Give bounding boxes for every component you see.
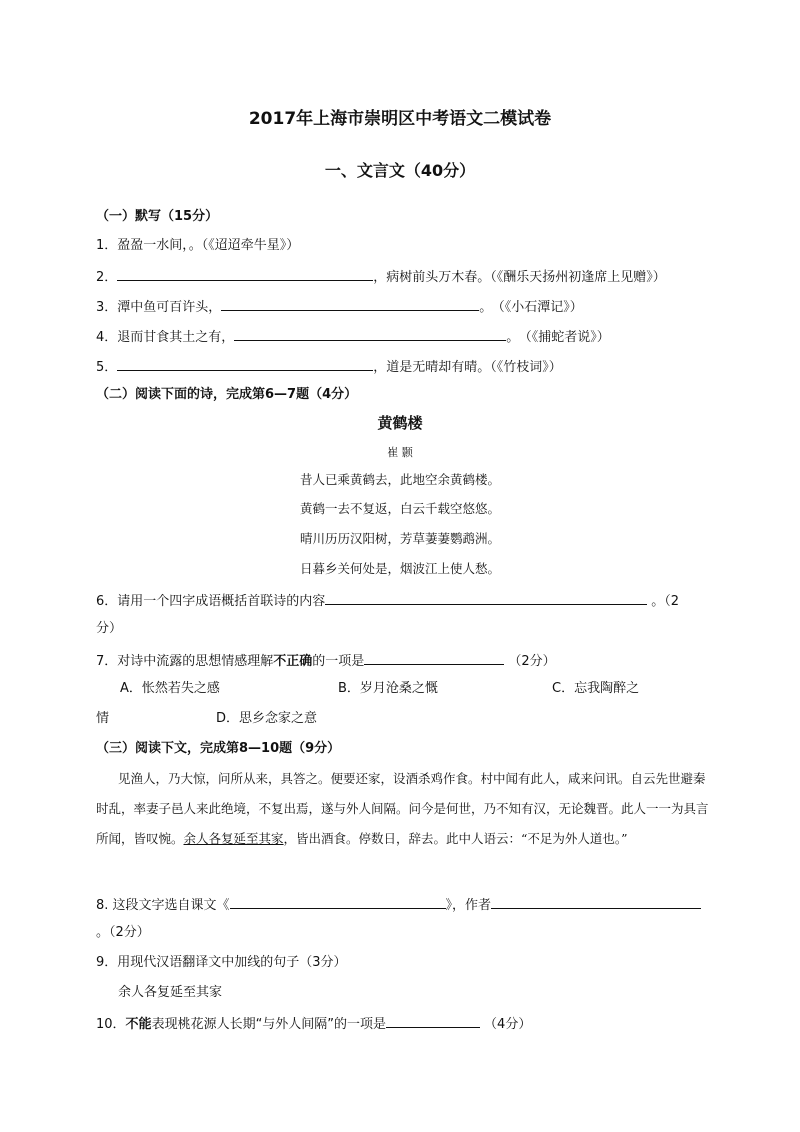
question-5-text: ，道是无晴却有晴。 <box>373 360 491 375</box>
answer-blank[interactable] <box>386 1013 480 1028</box>
option-d[interactable]: D．思乡念家之意 <box>216 711 318 726</box>
question-6-score-wrap: 分） <box>96 621 123 636</box>
question-7 <box>96 650 556 671</box>
poem-line: 晴川历历汉阳树，芳草萋萋鹦鹉洲。 <box>299 531 500 546</box>
question-2-number: 2． <box>96 270 118 285</box>
poem-line: 日暮乡关何处是，烟波江上使人愁。 <box>299 561 500 576</box>
question-3-end: 。 <box>479 300 493 315</box>
passage-underlined-sentence: 余人各复延至其家 <box>183 831 284 846</box>
poem-line: 黄鹤一去不复返，白云千载空悠悠。 <box>299 501 500 516</box>
question-10-emphasis: 不能 <box>125 1017 152 1032</box>
question-4 <box>96 326 610 347</box>
passage-text <box>96 764 716 854</box>
exam-title: 2017年上海市崇明区中考语文二模试卷 <box>248 109 552 129</box>
question-7-text: 7．对诗中流露的思想情感理解 <box>96 654 274 669</box>
answer-blank[interactable] <box>364 650 504 665</box>
answer-blank[interactable] <box>491 894 701 909</box>
question-7-emphasis: 不正确 <box>273 654 313 669</box>
question-1 <box>96 237 299 255</box>
question-10-number: 10． <box>96 1017 126 1032</box>
question-10-score: （4分） <box>484 1017 532 1032</box>
question-8 <box>96 894 701 915</box>
poem-author: 崔 颢 <box>387 446 413 459</box>
part2-heading: （二）阅读下面的诗，完成第6—7题（4分） <box>96 387 358 402</box>
passage-part-1: 见渔人，乃大惊，问所从来，具答之。便要还家，设酒杀鸡作食。村中闻有此人，咸来问讯。自云先世避秦时乱，率妻子邑人来此绝境，不复出焉，遂与外人间隔。问今是何世，乃不知有汉，无论魏晋。此人一一为具言所闻，皆叹惋。 <box>96 771 709 846</box>
question-2-source: （《酬乐天扬州初逢席上见赠》） <box>490 270 666 285</box>
question-6 <box>96 590 679 611</box>
question-3-source: （《小石潭记》） <box>498 300 583 315</box>
question-3 <box>96 296 583 317</box>
question-8-score: 。（2分） <box>96 925 150 940</box>
answer-blank[interactable] <box>234 326 506 341</box>
passage-part-2: ，皆出酒食。停数日，辞去。此中人语云：“不足为外人道也。” <box>283 831 628 846</box>
answer-blank[interactable] <box>117 266 373 281</box>
question-1-source: （《迢迢牵牛星》） <box>201 238 300 253</box>
answer-blank[interactable] <box>221 296 479 311</box>
question-10-text: 表现桃花源人长期“与外人间隔”的一项是 <box>151 1017 387 1032</box>
option-b[interactable]: B．岁月沧桑之慨 <box>338 681 438 696</box>
part1-heading: （一）默写（15分） <box>96 209 219 224</box>
question-4-end: 。 <box>506 330 520 345</box>
option-a[interactable]: A．怅然若失之感 <box>120 681 220 696</box>
question-7-score: （2分） <box>508 654 556 669</box>
question-5-number: 5． <box>96 360 118 375</box>
poem-line: 昔人已乘黄鹤去，此地空余黄鹤楼。 <box>299 472 500 487</box>
question-6-text: 6．请用一个四字成语概括首联诗的内容 <box>96 594 326 609</box>
option-c-wrap: 情 <box>96 711 110 726</box>
question-8-author-label: 》，作者 <box>445 898 492 913</box>
question-2 <box>96 266 666 287</box>
answer-blank[interactable] <box>230 894 446 909</box>
question-6-score: 。（2 <box>651 594 680 609</box>
question-9-sentence: 余人各复延至其家 <box>118 985 223 1000</box>
question-3-text: 3．潭中鱼可百许头， <box>96 300 222 315</box>
section-heading-classical-chinese: 一、文言文（40分） <box>324 161 476 180</box>
question-4-text: 4．退而甘食其土之有， <box>96 330 235 345</box>
question-5 <box>96 356 562 377</box>
answer-blank[interactable] <box>325 590 647 605</box>
poem-title: 黄鹤楼 <box>377 414 423 432</box>
question-4-source: （《捕蛇者说》） <box>525 330 610 345</box>
answer-blank[interactable] <box>117 356 373 371</box>
question-9: 9．用现代汉语翻译文中加线的句子（3分） <box>96 955 347 970</box>
part3-heading: （三）阅读下文，完成第8—10题（9分） <box>96 741 341 756</box>
question-1-text: 1．盈盈一水间，。 <box>96 238 202 253</box>
question-10 <box>96 1013 531 1034</box>
question-5-source: （《竹枝词》） <box>490 360 562 375</box>
option-c[interactable]: C．忘我陶醉之 <box>552 681 640 696</box>
question-2-text: ，病树前头万木春。 <box>373 270 491 285</box>
question-7-text-end: 的一项是 <box>312 654 365 669</box>
question-8-text: 8. 这段文字选自课文《 <box>96 898 230 913</box>
